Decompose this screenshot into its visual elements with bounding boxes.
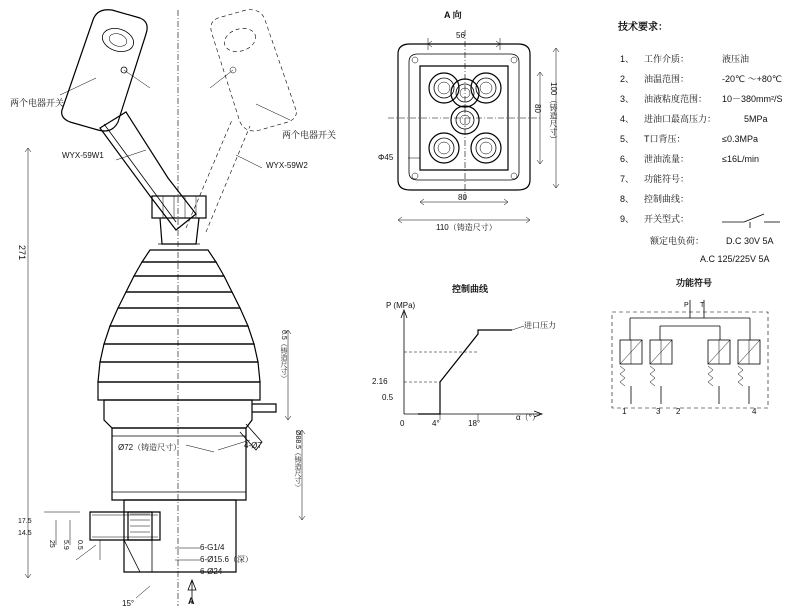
dim-110-label: 110（铸造尺寸）: [436, 223, 497, 232]
dim-casting-65: 6.5（铸造尺寸）: [280, 330, 287, 382]
switch-load-label: 额定电负荷：: [650, 236, 705, 246]
curve-annotation: 进口压力: [524, 321, 556, 330]
spec-no-6: 6、: [620, 154, 635, 164]
handle-left: [62, 10, 150, 131]
dim-25: 25: [48, 540, 55, 548]
curve-x-tick-0: 0: [400, 419, 405, 428]
base-flange: [90, 512, 160, 572]
dim-80h-label: 80: [533, 104, 542, 113]
spec-no-9: 9、: [620, 214, 635, 224]
symbol-label-1: 1: [622, 407, 627, 416]
spec-value-6: ≤16L/min: [722, 154, 759, 164]
spec-name-8: 控制曲线：: [644, 194, 690, 204]
curve-title: 控制曲线: [452, 284, 489, 294]
symbol-label-4: 4: [752, 407, 757, 416]
symbol-port-t: T: [700, 302, 705, 309]
dim-casting-885: Ø88.5（铸造尺寸）: [294, 430, 301, 492]
dim-5-9: 5.9: [62, 540, 69, 550]
thread-6-d15-6: 6-Ø15.6（深）: [200, 555, 253, 564]
label-switch-right: 两个电器开关: [282, 130, 337, 140]
control-curve: [401, 310, 542, 420]
curve-y-tick-2: 0.5: [382, 393, 394, 402]
spec-no-2: 2、: [620, 74, 635, 84]
section-label-a: A: [188, 596, 195, 606]
dim-dia-72: Ø72（铸造尺寸）: [118, 443, 182, 452]
spec-name-9: 开关型式：: [644, 214, 690, 224]
spec-name-6: 泄油流量：: [644, 154, 690, 164]
spec-value-3: 10－380mm²/S: [722, 94, 783, 104]
function-symbol: [612, 300, 768, 408]
symbol-title: 功能符号: [676, 278, 713, 288]
lever-body: [100, 112, 196, 230]
label-switch-left: 两个电器开关: [10, 98, 65, 108]
top-view-title: A 向: [444, 10, 462, 20]
dim-56-label: 56: [456, 31, 465, 40]
spec-name-5: T口背压：: [644, 134, 686, 144]
dim-80w-label: 80: [458, 193, 467, 202]
top-view: [388, 30, 559, 223]
spec-no-7: 7、: [620, 174, 635, 184]
dim-hole-4-7: 4-Ø7: [244, 441, 262, 450]
symbol-port-p: P: [684, 302, 689, 309]
spec-no-4: 4、: [620, 114, 635, 124]
dim-17-5: 17.5: [18, 518, 32, 525]
spec-no-1: 1、: [620, 54, 635, 64]
spec-value-5: ≤0.3MPa: [722, 134, 758, 144]
spec-name-4: 进油口最高压力：: [644, 114, 717, 124]
spec-value-1: 液压油: [722, 54, 750, 64]
spec-no-3: 3、: [620, 94, 635, 104]
spec-name-3: 油液粘度范围：: [644, 94, 708, 104]
symbol-label-3: 3: [656, 407, 661, 416]
dim-80-h: [537, 72, 543, 164]
dim-100-label: 100（铸造尺寸）: [549, 82, 558, 144]
curve-x-axis: α（°）: [516, 413, 540, 422]
curve-y-axis: P (MPa): [386, 301, 416, 310]
spec-name-7: 功能符号：: [644, 174, 690, 184]
rubber-bellows: [98, 250, 260, 400]
spec-value-4: 5MPa: [744, 114, 768, 124]
switch-load-ac: A.C 125/225V 5A: [700, 254, 770, 264]
handle-right-ghost: [210, 10, 296, 131]
dim-dia45-label: Φ45: [378, 153, 394, 162]
switch-symbol-icon: [716, 206, 786, 230]
curve-x-tick-4: 4°: [432, 419, 440, 428]
thread-6-d24: 6-Ø24: [200, 567, 223, 576]
switch-load-dc: D.C 30V 5A: [726, 236, 774, 246]
spec-name-2: 油温范围：: [644, 74, 690, 84]
spec-no-5: 5、: [620, 134, 635, 144]
curve-x-tick-18: 18°: [468, 419, 481, 428]
angle-15: 15°: [122, 599, 135, 608]
spec-no-8: 8、: [620, 194, 635, 204]
curve-y-tick-1: 2.16: [372, 377, 388, 386]
thread-6-g14: 6-G1/4: [200, 543, 225, 552]
dim-0-5: 0.5: [76, 540, 83, 550]
label-model-left: WYX-59W1: [62, 151, 104, 160]
dim-overall-height: 271: [17, 245, 27, 261]
spec-value-2: -20℃ ～+80℃: [722, 74, 782, 84]
symbol-label-2: 2: [676, 407, 681, 416]
label-model-right: WYX-59W2: [266, 161, 308, 170]
spec-name-1: 工作介质：: [644, 54, 690, 64]
spec-title: 技术要求：: [618, 22, 668, 33]
dim-14-5: 14.5: [18, 530, 32, 537]
dim-271: [25, 148, 31, 578]
